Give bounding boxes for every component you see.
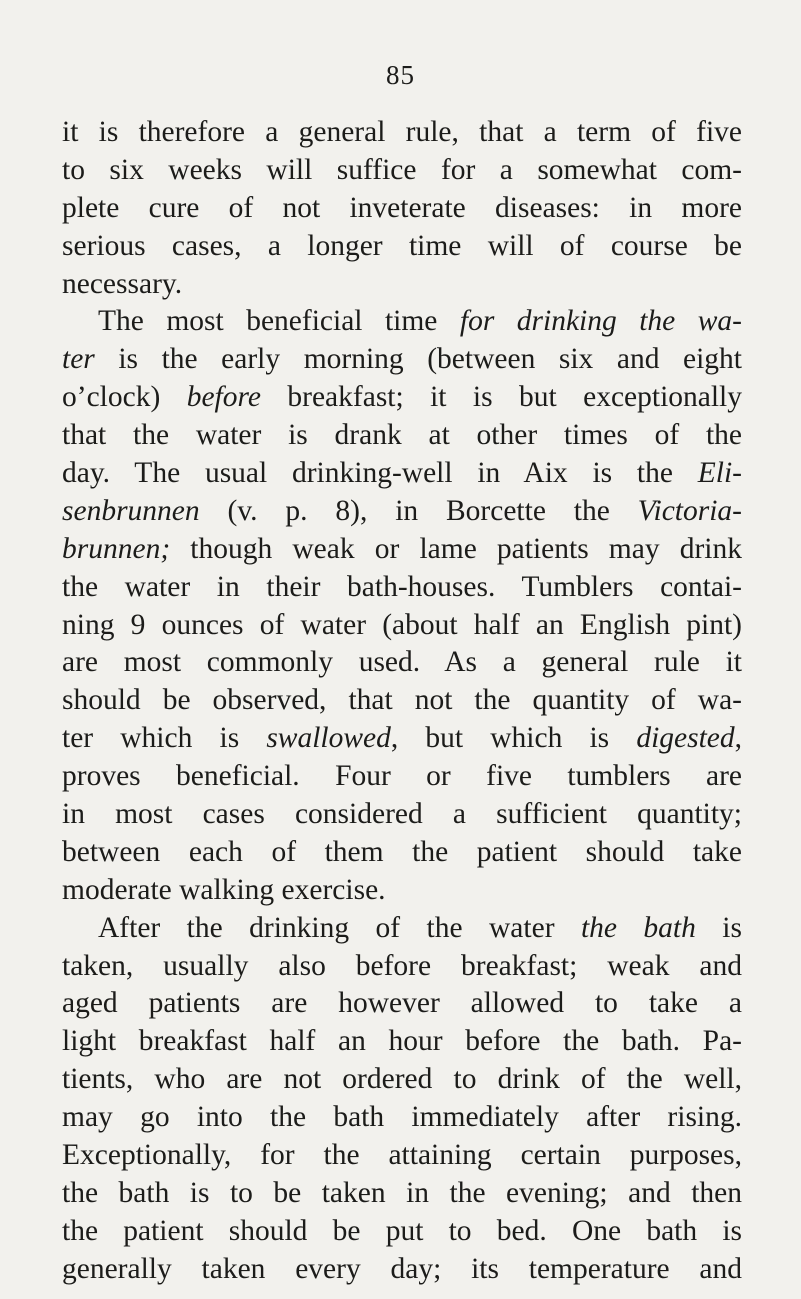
italic-run: before bbox=[186, 381, 261, 414]
text-line bbox=[62, 720, 742, 758]
text-line bbox=[62, 1213, 742, 1251]
text-line bbox=[62, 341, 742, 379]
italic-run: senbrunnen bbox=[62, 494, 200, 527]
text-run: serious cases, a longer time will of course be bbox=[62, 229, 742, 262]
text-run: taken, usually also before breakfast; weak and bbox=[62, 949, 742, 982]
text-line bbox=[62, 152, 742, 190]
text-run: is the early morning (between six and eight bbox=[94, 343, 742, 376]
text-line bbox=[62, 228, 742, 266]
text-line bbox=[62, 379, 742, 417]
text-run: moderate walking exercise. bbox=[62, 873, 386, 906]
italic-run: brunnen; bbox=[62, 532, 171, 565]
text-run: though weak or lame patients may drink bbox=[170, 532, 742, 565]
italic-run: Victoria- bbox=[637, 494, 742, 527]
text-run: are most commonly used. As a general rule it bbox=[62, 646, 742, 679]
text-line bbox=[62, 644, 742, 682]
text-line bbox=[62, 834, 742, 872]
text-run: light breakfast half an hour before the bath. Pa- bbox=[62, 1025, 742, 1058]
text-line bbox=[62, 266, 742, 304]
page-number: 85 bbox=[386, 60, 415, 90]
text-run: aged patients are however allowed to take a bbox=[62, 987, 742, 1020]
text-run: in most cases considered a sufficient quantity; bbox=[62, 798, 742, 831]
text-run: is bbox=[695, 911, 742, 944]
italic-run: digested bbox=[636, 722, 735, 755]
text-run: proves beneficial. Four or five tumblers are bbox=[62, 760, 742, 793]
text-line bbox=[62, 455, 742, 493]
text-line bbox=[62, 910, 742, 948]
text-run: tients, who are not ordered to drink of the well, bbox=[62, 1063, 742, 1096]
text-line bbox=[62, 417, 742, 455]
text-run: day. The usual drinking-well in Aix is the bbox=[62, 457, 698, 490]
text-line bbox=[62, 1099, 742, 1137]
text-run: plete cure of not inveterate diseases: in more bbox=[62, 191, 742, 224]
text-line bbox=[62, 303, 742, 341]
text-run: ter which is bbox=[62, 722, 267, 755]
italic-run: the bath bbox=[580, 911, 696, 944]
text-run: (v. p. 8), in Borcette the bbox=[199, 494, 638, 527]
text-line bbox=[62, 1137, 742, 1175]
text-run: that the water is drank at other times of the bbox=[62, 419, 742, 452]
text-line bbox=[62, 607, 742, 645]
text-line bbox=[62, 190, 742, 228]
text-run: o’clock) bbox=[62, 381, 187, 414]
text-line bbox=[62, 985, 742, 1023]
text-run: ning 9 ounces of water (about half an English pint) bbox=[62, 608, 742, 641]
text-run: necessary. bbox=[62, 267, 183, 300]
text-line bbox=[62, 1175, 742, 1213]
text-line bbox=[62, 493, 742, 531]
text-line bbox=[62, 796, 742, 834]
text-run: generally taken every day; its temperature and bbox=[62, 1252, 742, 1285]
text-line bbox=[62, 758, 742, 796]
text-line bbox=[62, 114, 742, 152]
italic-run: for drinking the wa- bbox=[459, 305, 742, 338]
text-run: the bath is to be taken in the evening; and then bbox=[62, 1176, 742, 1209]
body-text bbox=[62, 114, 742, 1289]
italic-run: Eli- bbox=[697, 457, 742, 490]
text-line bbox=[62, 948, 742, 986]
text-line bbox=[62, 1023, 742, 1061]
text-run: , bbox=[734, 722, 742, 755]
text-run: , but which is bbox=[390, 722, 637, 755]
text-run: it is therefore a general rule, that a term of five bbox=[62, 116, 742, 148]
text-line bbox=[62, 682, 742, 720]
text-run: After the drinking of the water bbox=[98, 911, 581, 944]
text-run: between each of them the patient should take bbox=[62, 835, 742, 868]
text-run: the water in their bath-houses. Tumblers contai- bbox=[62, 570, 742, 603]
text-run: may go into the bath immediately after rising. bbox=[62, 1101, 742, 1134]
text-run: to six weeks will suffice for a somewhat com- bbox=[62, 153, 742, 186]
text-line bbox=[62, 569, 742, 607]
italic-run: ter bbox=[62, 343, 95, 376]
text-line bbox=[62, 1061, 742, 1099]
italic-run: swallowed bbox=[266, 722, 391, 755]
text-line bbox=[62, 531, 742, 569]
text-line bbox=[62, 872, 742, 910]
text-line bbox=[62, 1251, 742, 1289]
text-run: Exceptionally, for the attaining certain purposes, bbox=[62, 1139, 742, 1172]
text-run: breakfast; it is but exceptionally bbox=[260, 381, 743, 414]
text-run: The most beneficial time bbox=[98, 305, 460, 338]
text-run: the patient should be put to bed. One bath is bbox=[62, 1214, 742, 1247]
text-run: should be observed, that not the quantity of wa- bbox=[62, 684, 742, 717]
